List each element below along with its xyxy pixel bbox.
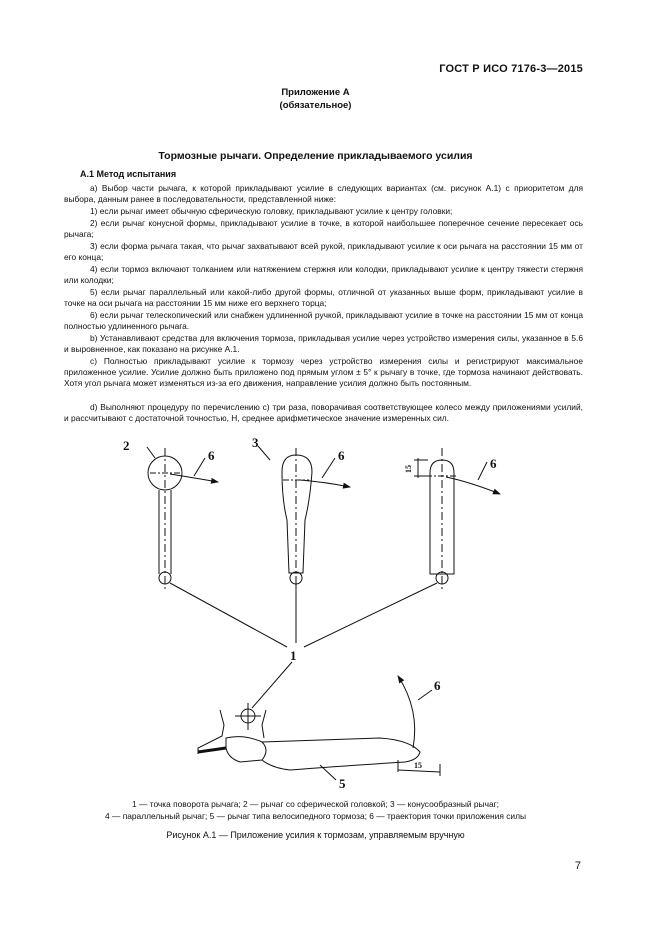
bicycle-lever-drawing [198,676,440,780]
label-6a: 6 [208,448,215,463]
figure-legend-line-2: 4 — параллельный рычаг; 5 — рычаг типа велосипедного тормоза; 6 — траектория точки приложения силы [105,811,526,821]
dimension-parallel: 15 [404,465,413,473]
sphere-lever-drawing [147,447,218,590]
list-item-6: 6) если рычаг телескопический или снабжен удлиненной ручкой, прикладывают усилие в точке на расстоянии 15 мм от конца полностью удлиненного рычага. [64,310,583,332]
section-heading: А.1 Метод испытания [80,169,177,179]
label-2: 2 [123,438,130,453]
label-6d: 6 [434,678,441,693]
annex-status: (обязательное) [279,100,352,111]
annex-title: Приложение А [281,87,350,98]
paragraph-a: а) Выбор части рычага, к которой прикладывают усилие в следующих вариантах (см. рисунок А.1) с приоритетом для выбора, данным ранее в последовательности, представленной ниже: [64,183,583,205]
document-title: Тормозные рычаги. Определение прикладываемого усилия [158,150,473,162]
list-item-1: 1) если рычаг имеет обычную сферическую головку, прикладывают усилие к центру головки; [90,206,453,216]
list-item-5: 5) если рычаг параллельный или какой-либо другой формы, отличной от указанных выше форм, прикладывают усилие в точке на оси рычага на расстоянии 15 мм ниже его верхнего торца; [64,287,583,309]
figure-legend-line-1: 1 — точка поворота рычага; 2 — рычаг со сферической головкой; 3 — конусообразный рычаг; [132,799,499,809]
cone-lever-drawing [258,446,350,590]
label-3: 3 [252,435,259,450]
list-item-4: 4) если тормоз включают толканием или натяжением стержня или колодки, прикладывают усилие к центру тяжести стержня или колодки; [64,264,583,286]
label-6b: 6 [338,448,345,463]
label-1: 1 [290,648,297,663]
figure-title: Рисунок А.1 — Приложение усилия к тормозам, управляемым вручную [166,830,465,840]
label-6c: 6 [490,456,497,471]
paragraph-b: b) Устанавливают средства для включения тормоза, прикладывая усилие через устройство измерения силы, указанное в 5.6 и выровненное, как показано на рисунке А.1. [64,333,583,355]
label-5: 5 [339,776,346,791]
pivot-leader-lines [170,583,437,708]
list-item-2: 2) если рычаг конусной формы, прикладывают усилие в точке, в которой наибольшее поперечное сечение пересекает ось рычага; [64,218,583,240]
paragraph-d: d) Выполняют процедуру по перечислению с) три раза, поворачивая соответствующее колесо между приложениями усилий, и рассчитывают с достаточной точностью, Н, среднее арифметическое значение измеренных сил. [64,402,583,424]
dimension-bicycle: 15 [414,761,422,770]
paragraph-c: c) Полностью прикладывают усилие к тормозу через устройство измерения силы и регистрируют максимальное приложенное усилие. Усилие должно быть приложено под прямым углом ± 5° к рычагу в точке, где тормоза начинают действовать. Хотя угол рычага может изменяться из-за его движения, направление усилия должно быть постоянным. [64,356,583,389]
parallel-lever-drawing [414,448,500,590]
list-item-3: 3) если форма рычага такая, что рычаг захватывают всей рукой, прикладывают усилие к оси рычага на расстоянии 15 мм от его конца; [64,241,583,263]
page-number: 7 [574,860,581,872]
standard-number: ГОСТ Р ИСО 7176-3—2015 [439,63,583,75]
